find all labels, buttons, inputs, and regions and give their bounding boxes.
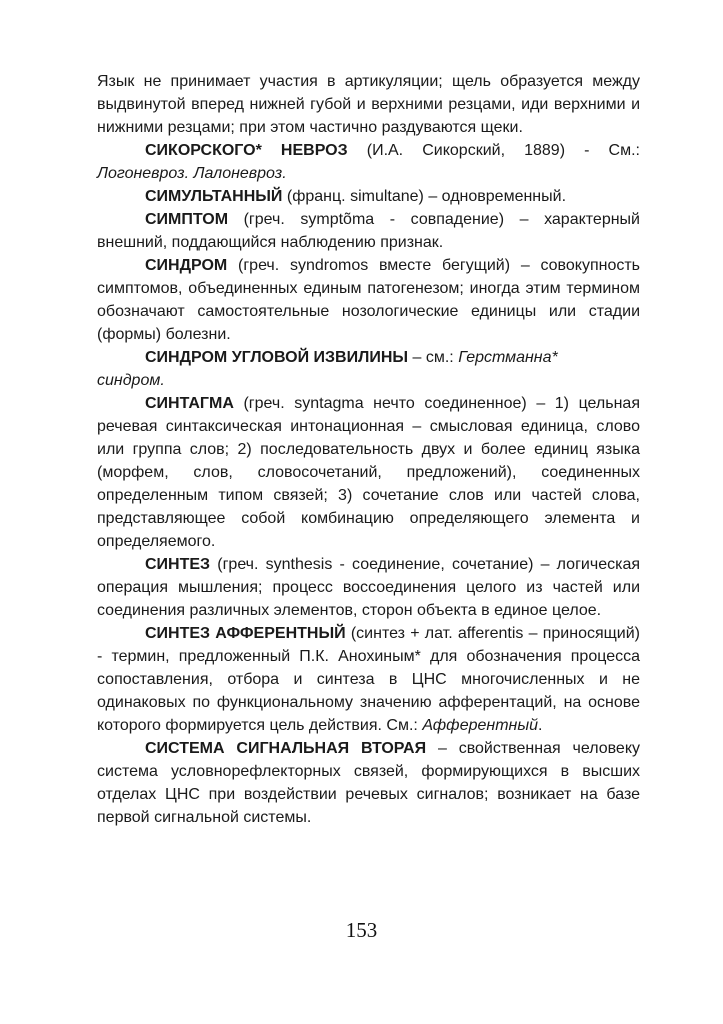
paragraph [97,139,640,185]
paragraph [97,208,640,254]
body-text: (франц. simultane) – одновременный. [282,188,567,205]
term-text: СИКОРСКОГО* НЕВРОЗ [145,142,348,159]
body-text: (греч. synthesis - соединение, сочетание) – логическая операция мышления; процесс воссоединения целого из частей или соединения различных элементов, сторон объекта в единое целое. [97,556,640,619]
paragraph [97,737,640,829]
term-text: СИНТЕЗ АФФЕРЕНТНЫЙ [145,625,346,642]
paragraph [97,346,640,369]
reference-text: Афферентный [422,717,539,734]
body-text: . [538,717,543,734]
text-body [97,70,640,829]
reference-text: Герстманна* [458,349,558,366]
term-text: СИСТЕМА СИГНАЛЬНАЯ ВТОРАЯ [145,740,427,757]
body-text: (И.А. Сикорский, 1889) - См.: [347,142,640,159]
paragraph [97,392,640,553]
body-text: – см.: [408,349,459,366]
body-text: – свойственная человеку система условнорефлекторных связей, формирующихся в высших отделах ЦНС при воздействии речевых сигналов; возникает на базе первой сигнальной системы. [97,740,640,826]
term-text: СИНТЕЗ [145,556,211,573]
body-text: (греч. syndromos вместе бегущий) – совокупность симптомов, объединенных единым патогенезом; иногда этим термином обозначают самостоятельные нозологические единицы или стадии (формы) болезни. [97,257,640,343]
paragraph [97,622,640,737]
paragraph [97,254,640,346]
reference-text: Логоневроз. Лалоневроз. [97,165,287,182]
term-text: СИНДРОМ УГЛОВОЙ ИЗВИЛИНЫ [145,349,409,366]
term-text: СИМПТОМ [145,211,229,228]
body-text: (синтез + лат. afferentis – приносящий) - термин, предложенный П.К. Анохиным* для обозначения процесса сопоставления, отбора и синтеза в ЦНС многочисленных и не одинаковых по функциональному значению афферентаций, на основе которого формируется цель действия. См.: [97,625,641,734]
term-text: СИНТАГМА [145,395,234,412]
paragraph [97,369,640,392]
body-text: (греч. syntagma нечто соединенное) – 1) цельная речевая синтаксическая интонационная – смысловая единица, слово или группа слов; 2) последовательность двух и более единиц языка (морфем, слов, словосочетаний, предложений), соединенных определенным типом связей; 3) сочетание слов или частей слова, представляющее собой комбинацию определяющего элемента и определяемого. [97,395,640,550]
body-text: (греч. symptõma - совпадение) – характерный внешний, поддающийся наблюдению признак. [97,211,640,251]
term-text: СИМУЛЬТАННЫЙ [145,188,283,205]
reference-text: синдром. [97,372,165,389]
paragraph [97,70,640,139]
body-text: Язык не принимает участия в артикуляции; щель образуется между выдвинутой вперед нижней губой и верхними резцами, иди верхними и нижними резцами; при этом частично раздуваются щеки. [97,73,640,136]
page-number: 153 [345,918,378,942]
term-text: СИНДРОМ [145,257,228,274]
paragraph [97,185,640,208]
paragraph [97,553,640,622]
